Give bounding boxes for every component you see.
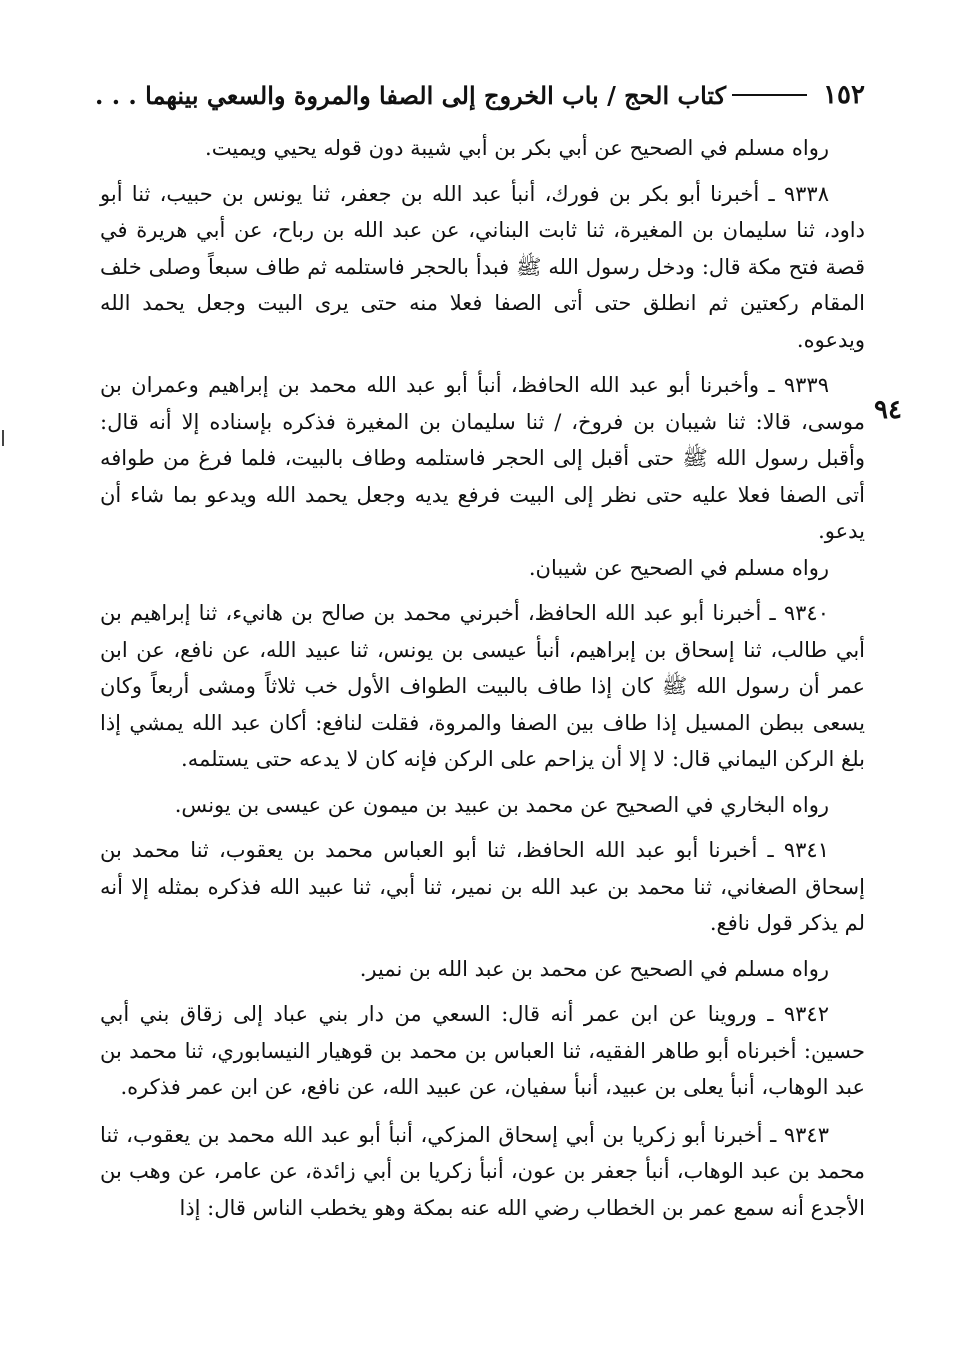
page-number: ١٥٢ bbox=[823, 80, 865, 110]
paragraph-hadith-9339: ٩٣٣٩ ـ وأخبرنا أبو عبد الله الحافظ، أنبأ أبو عبد الله محمد بن إبراهيم وعمران بن موسى، قالا: ثنا شيبان بن فروخ، / ثنا سليمان بن المغيرة فذكره بإسناده إلا أنه قال: وأقبل رسول الله ﷺ حتى أقبل إلى الحجر فاستلمه وطاف بالبيت، فلما فرغ من طوافه أتى الصفا فعلا عليه حتى نظر إلى البيت فرفع يديه وجعل يحمد الله ويدعو بما شاء أن يدعو. bbox=[100, 373, 865, 543]
header-title: كتاب الحج / باب الخروج إلى الصفا والمروة والسعي بينهما . . . bbox=[95, 80, 727, 110]
paragraph-narration: رواه مسلم في الصحيح عن شيبان. bbox=[528, 555, 829, 580]
paragraph-hadith-9340: ٩٣٤٠ ـ أخبرنا أبو عبد الله الحافظ، أخبرني محمد بن صالح بن هانيء، ثنا إبراهيم بن أبي طالب، ثنا إسحاق بن إبراهيم، أنبأ عيسى بن يونس، ثنا عبيد الله، عن نافع، عن ابن عمر أن رسول الله ﷺ كان إذا طاف بالبيت الطواف الأول خب ثلاثاً ومشى أربعاً وكان يسعى ببطن المسيل إذا طاف بين الصفا والمروة، فقلت لنافع: أكان عبد الله يمشي إذا بلغ الركن اليماني قال: لا إلا أن يزاحم على الركن فإنه كان لا يدعه حتى يستلمه. bbox=[100, 601, 865, 771]
paragraph-hadith-9343: ٩٣٤٣ ـ أخبرنا أبو زكريا بن أبي إسحاق المزكي، أنبأ أبو عبد الله محمد بن يعقوب، ثنا محمد بن عبد الوهاب، أنبأ جعفر بن عون، أنبأ زكريا بن أبي زائدة، عن عامر، عن وهب بن الأجدع أنه سمع عمر بن الخطاب رضي الله عنه بمكة وهو يخطب الناس قال: إذا bbox=[100, 1122, 865, 1220]
margin-page-reference: ٩٤ bbox=[874, 395, 902, 425]
paragraph-hadith-9338: ٩٣٣٨ ـ أخبرنا أبو بكر بن فورك، أنبأ عبد الله بن جعفر، ثنا يونس بن حبيب، ثنا أبو داود، ثنا سليمان بن المغيرة، ثنا ثابت البناني، عن عبد الله بن رباح، عن أبي هريرة في قصة فتح مكة قال: ودخل رسول الله ﷺ فبدأ بالحجر فاستلمه ثم طاف سبعاً وصلى خلف المقام ركعتين ثم انطلق حتى أتى الصفا فعلا منه حتى يرى البيت وجعل يحمد الله ويدعوه. bbox=[100, 181, 865, 352]
paragraph-hadith-9342: ٩٣٤٢ ـ وروينا عن ابن عمر أنه قال: السعي من دار بني عباد إلى زقاق بني أبي حسين: أخبرناه أبو طاهر الفقيه، ثنا العباس بن محمد بن قوهيار النيسابوري، ثنا محمد بن عبد الوهاب، أنبأ يعلى بن عبيد، أنبأ سفيان، عن عبيد الله، عن نافع، عن ابن عمر فذكره. bbox=[100, 1002, 865, 1099]
main-text bbox=[100, 130, 865, 1226]
scan-edge-mark bbox=[2, 430, 6, 446]
header-rule bbox=[732, 94, 807, 96]
running-header bbox=[95, 78, 865, 112]
paragraph-narration: رواه مسلم في الصحيح عن محمد بن عبد الله بن نمير. bbox=[359, 956, 829, 981]
paragraph-narration: رواه مسلم في الصحيح عن أبي بكر بن أبي شيبة دون قوله يحيي ويميت. bbox=[205, 136, 829, 160]
paragraph-narration: رواه البخاري في الصحيح عن محمد بن عبيد بن ميمون عن عيسى بن يونس. bbox=[174, 792, 829, 817]
paragraph-hadith-9341: ٩٣٤١ ـ أخبرنا أبو عبد الله الحافظ، ثنا أبو العباس محمد بن يعقوب، ثنا محمد بن إسحاق الصغاني، ثنا محمد بن عبد الله بن نمير، ثنا أبي، ثنا عبيد الله فذكره بمثله إلا أنه لم يذكر قول نافع. bbox=[100, 838, 865, 935]
